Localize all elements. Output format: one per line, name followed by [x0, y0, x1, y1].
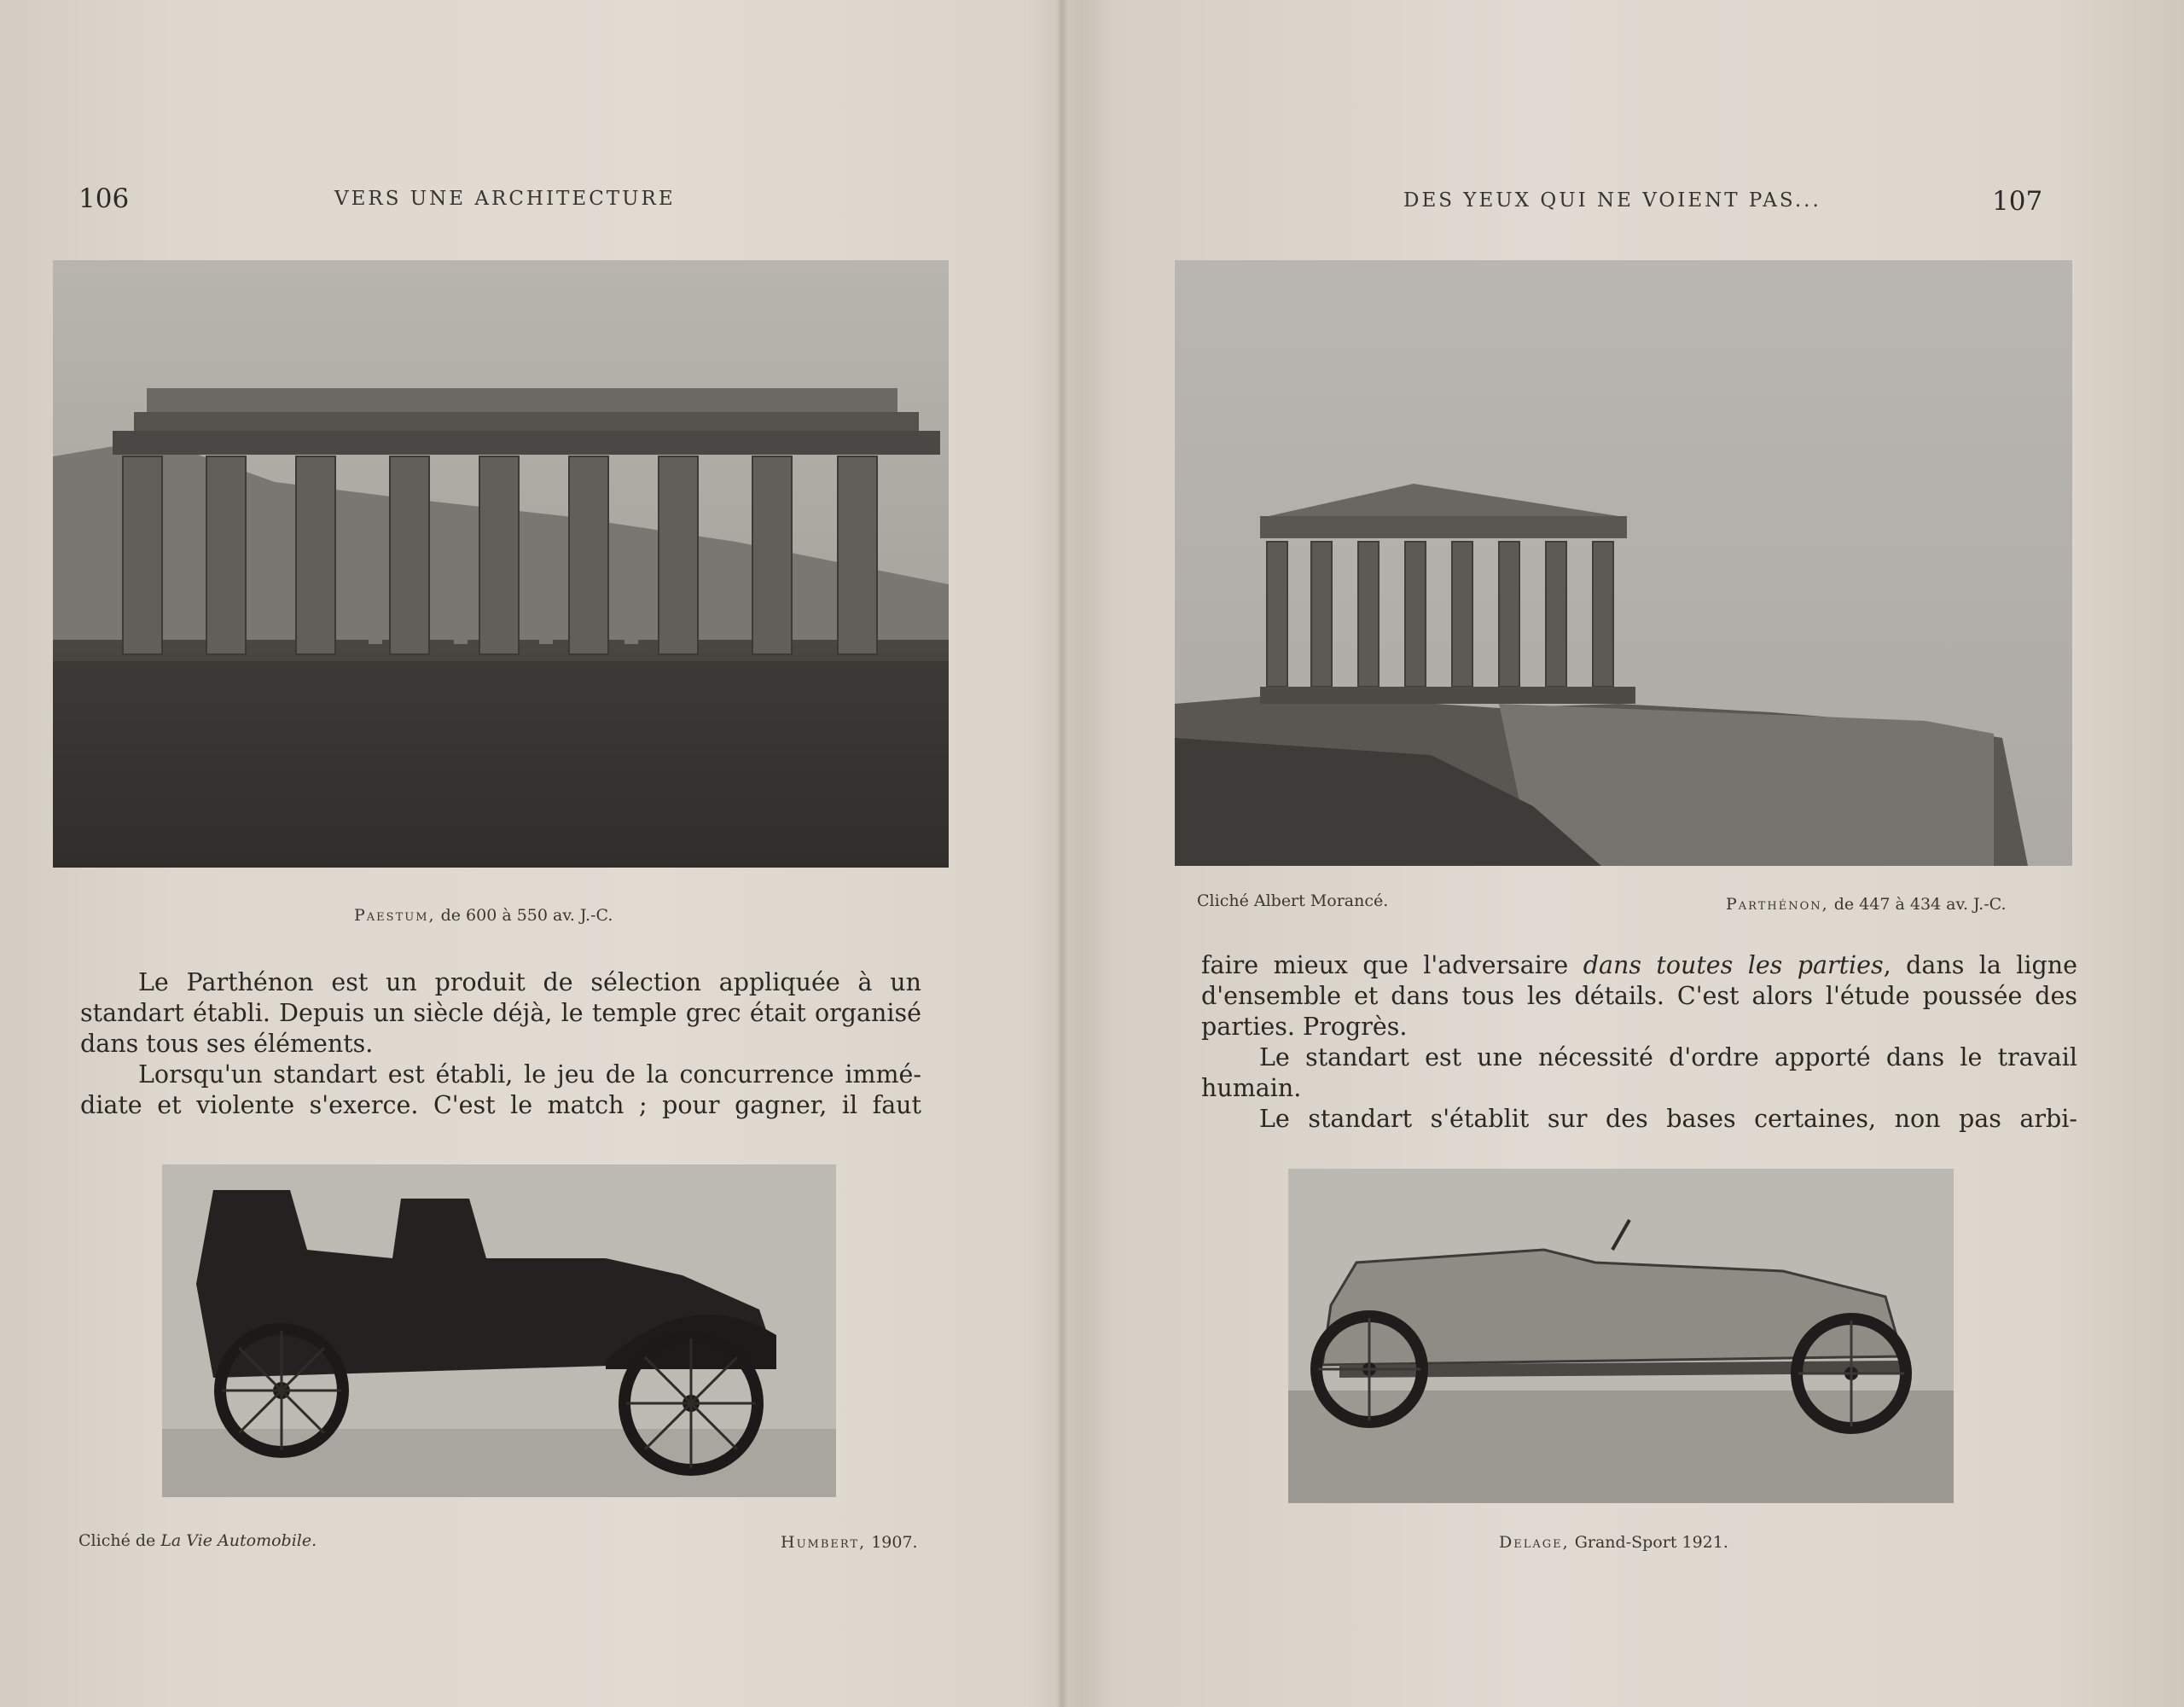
paestum-temple-photo [53, 260, 949, 868]
left-paragraph-1 [80, 967, 921, 1060]
page-number-left: 106 [78, 183, 130, 214]
text-line [1201, 950, 2077, 981]
text-run: , dans la ligne [1883, 951, 2077, 979]
page-number-right: 107 [1992, 186, 2043, 217]
humbert-caption [781, 1533, 918, 1552]
humbert-credit-prefix: Cliché de [78, 1531, 156, 1550]
text-line: Le standart s'établit sur des bases certaines, non pas arbi- [1259, 1105, 2077, 1133]
right-paragraph-2 [1201, 1042, 2077, 1104]
delage-caption [1499, 1533, 1728, 1552]
left-page [0, 0, 1062, 1707]
right-paragraph-1 [1201, 950, 2077, 1042]
paestum-caption-date: de 600 à 550 av. J.-C. [440, 906, 613, 925]
parthenon-photo [1175, 260, 2072, 866]
left-body-text [80, 967, 921, 1121]
text-line: d'ensemble et dans tous les détails. C'est alors l'étude poussée des [1201, 982, 2077, 1010]
delage-caption-model: Grand-Sport 1921. [1574, 1533, 1728, 1552]
text-line: Le standart est une nécessité d'ordre apporté dans le travail [1259, 1043, 2077, 1071]
humbert-1907-car-photo [162, 1164, 836, 1497]
running-head-right: DES YEUX QUI NE VOIENT PAS... [1403, 189, 1821, 212]
text-line: dans tous ses éléments. [80, 1030, 374, 1058]
right-page [1062, 0, 2184, 1707]
text-line: parties. Progrès. [1201, 1013, 1408, 1041]
humbert-caption-name: Humbert, [781, 1533, 867, 1552]
text-line: Le Parthénon est un produit de sélection appliquée à un [138, 968, 921, 996]
delage-1921-car-photo [1288, 1169, 1954, 1503]
parthenon-caption-name: Parthénon, [1726, 895, 1829, 914]
text-line: standart établi. Depuis un siècle déjà, le temple grec était organisé [80, 999, 921, 1027]
parthenon-caption [1726, 895, 2007, 914]
humbert-caption-year: 1907. [871, 1533, 918, 1552]
parthenon-caption-date: de 447 à 434 av. J.-C. [1833, 895, 2007, 914]
text-line: diate et violente s'exerce. C'est le match ; pour gagner, il faut [80, 1091, 921, 1119]
humbert-credit-source: La Vie Automobile. [160, 1531, 317, 1550]
paestum-caption-name: Paestum, [354, 906, 436, 925]
text-line: humain. [1201, 1074, 1302, 1102]
text-line: Lorsqu'un standart est établi, le jeu de la concurrence immé- [138, 1060, 921, 1089]
parthenon-credit: Cliché Albert Morancé. [1197, 891, 1389, 910]
right-paragraph-3 [1201, 1104, 2077, 1135]
paestum-caption [354, 906, 613, 925]
text-run-italic: dans toutes les parties [1583, 951, 1884, 979]
humbert-credit [78, 1531, 317, 1550]
left-paragraph-2 [80, 1060, 921, 1121]
running-head-left: VERS UNE ARCHITECTURE [334, 188, 676, 210]
delage-caption-name: Delage, [1499, 1533, 1570, 1552]
right-body-text [1201, 950, 2077, 1135]
text-run: faire mieux que l'adversaire [1201, 951, 1583, 979]
